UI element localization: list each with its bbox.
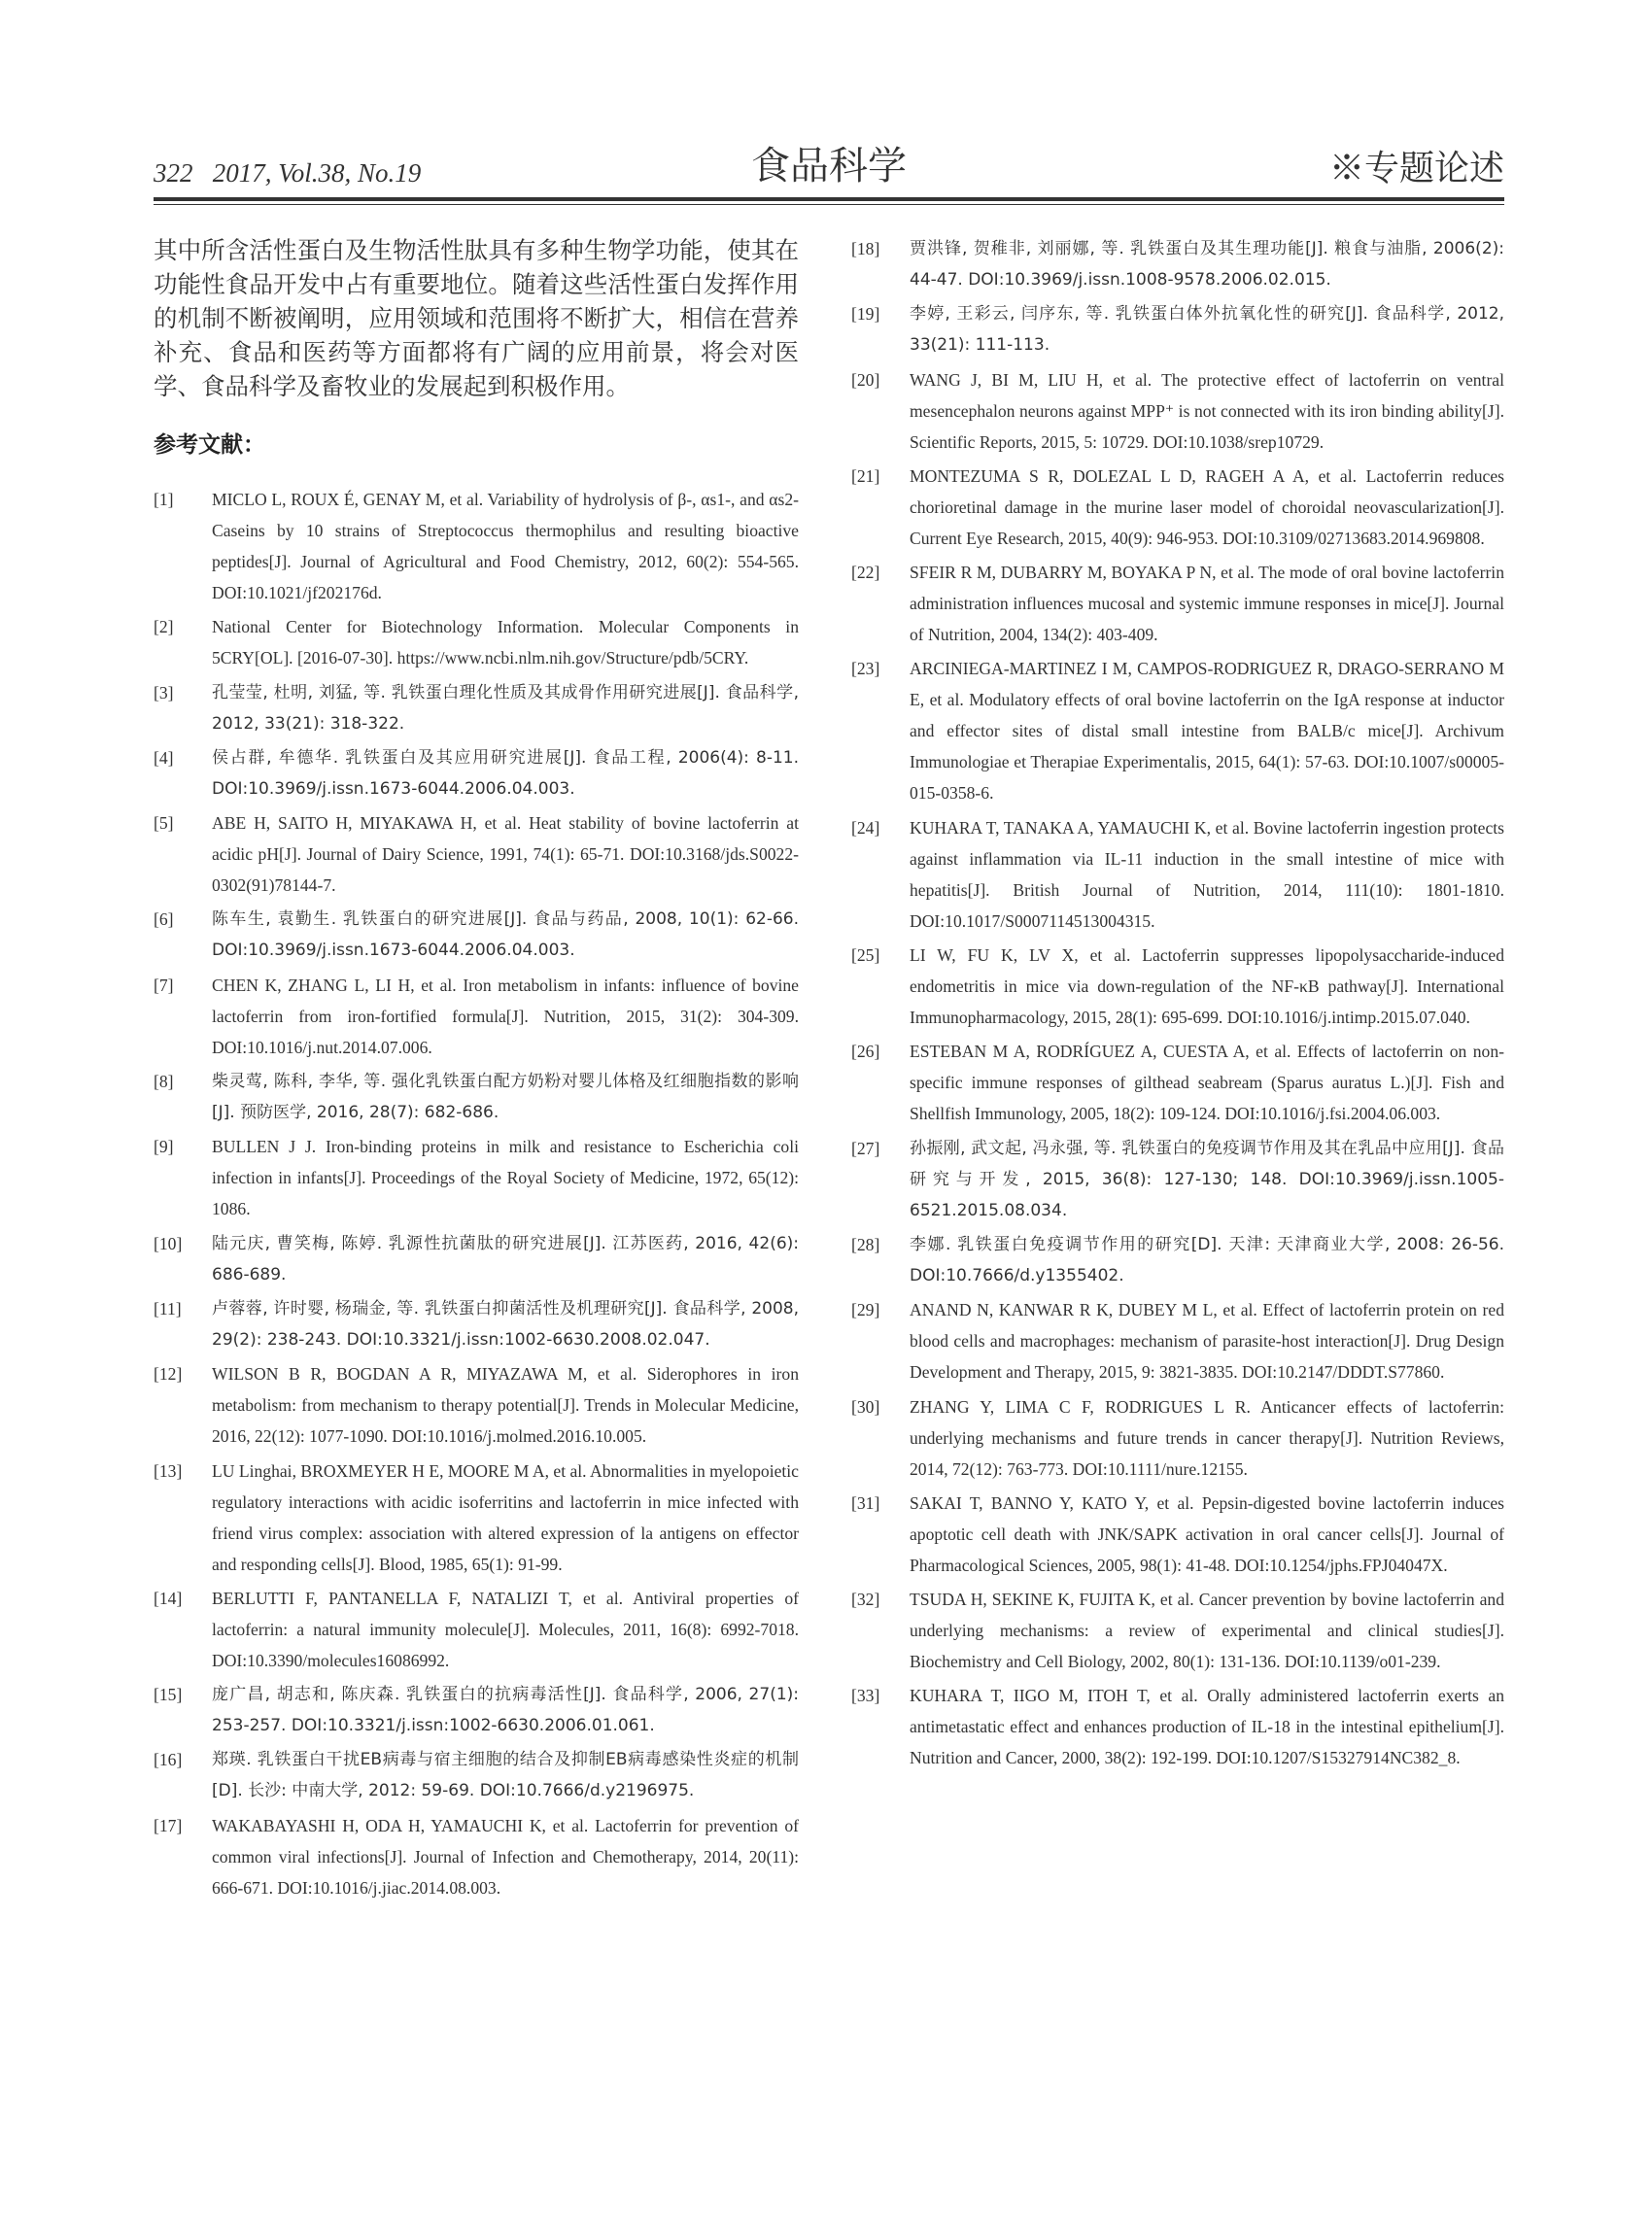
reference-text: 孔莹莹, 杜明, 刘猛, 等. 乳铁蛋白理化性质及其成骨作用研究进展[J]. 食品科学, 2012, 33(21): 318-322. <box>212 682 799 734</box>
references-list-right <box>851 233 1504 1773</box>
reference-item <box>154 1358 799 1452</box>
reference-item <box>851 812 1504 937</box>
reference-text: National Center for Biotechnology Information. Molecular Components in 5CRY[OL]. [2016-07-30]. https://www.ncbi.nlm.nih.gov/Structure/pdb/5CRY. <box>212 617 799 668</box>
reference-text: 郑瑛. 乳铁蛋白干扰EB病毒与宿主细胞的结合及抑制EB病毒感染性炎症的机制[D]. 长沙: 中南大学, 2012: 59-69. DOI:10.7666/d.y2196975. <box>212 1750 799 1801</box>
references-heading: 参考文献： <box>154 432 265 458</box>
issue-info: 2017, Vol.38, No.19 <box>212 158 422 188</box>
reference-text: SAKAI T, BANNO Y, KATO Y, et al. Pepsin-digested bovine lactoferrin induces apoptotic cell death with JNK/SAPK activation in oral cancer cells[J]. Journal of Pharmacological Sciences, 2005, 98(1): 41-48. DOI:10.1254/jphs.FPJ04047X. <box>910 1492 1504 1575</box>
reference-item <box>154 484 799 608</box>
reference-item <box>154 904 799 966</box>
reference-item <box>154 1131 799 1224</box>
reference-text: 李娜. 乳铁蛋白免疫调节作用的研究[D]. 天津: 天津商业大学, 2008: 26-56. DOI:10.7666/d.y1355402. <box>910 1234 1504 1285</box>
page-number: 322 <box>154 158 193 188</box>
reference-item <box>851 1391 1504 1485</box>
reference-item <box>851 1488 1504 1581</box>
reference-item <box>154 1583 799 1676</box>
reference-number: [4] <box>154 747 174 768</box>
reference-text: SFEIR R M, DUBARRY M, BOYAKA P N, et al. The mode of oral bovine lactoferrin administration influences mucosal and systemic immune responses in mice[J]. Journal of Nutrition, 2004, 134(2): 403-409. <box>910 563 1504 645</box>
reference-item <box>851 233 1504 295</box>
reference-item <box>154 611 799 673</box>
reference-number: [6] <box>154 909 174 930</box>
reference-number: [29] <box>851 1300 880 1320</box>
reference-item <box>851 1680 1504 1773</box>
reference-number: [26] <box>851 1042 880 1062</box>
reference-number: [14] <box>154 1588 183 1608</box>
reference-item <box>154 1810 799 1903</box>
section-label: ※专题论述 <box>1328 149 1504 188</box>
journal-title: 食品科学 <box>751 144 907 188</box>
reference-number: [21] <box>851 465 880 486</box>
reference-item <box>851 1294 1504 1387</box>
reference-item <box>851 940 1504 1033</box>
reference-number: [24] <box>851 817 880 838</box>
header-rule-thin <box>154 204 1504 205</box>
reference-item <box>154 1228 799 1290</box>
reference-item <box>851 1229 1504 1291</box>
reference-number: [3] <box>154 682 174 702</box>
reference-text: LI W, FU K, LV X, et al. Lactoferrin suppresses lipopolysaccharide-induced endometritis in mice via down-regulation of the NF-κB pathway[J]. International Immunopharmacology, 2015, 28(1): 695-699. DOI:10.1016/j.intimp.2015.07.040. <box>910 945 1504 1028</box>
reference-number: [2] <box>154 617 174 637</box>
reference-text: ABE H, SAITO H, MIYAKAWA H, et al. Heat stability of bovine lactoferrin at acidic pH[J]. Journal of Dairy Science, 1991, 74(1): 65-71. DOI:10.3168/jds.S0022-0302(91)78144-7. <box>212 813 799 896</box>
reference-text: WANG J, BI M, LIU H, et al. The protective effect of lactoferrin on ventral mesencephalon neurons against MPP⁺ is not connected with its iron binding ability[J]. Scientific Reports, 2015, 5: 10729. DOI:10.1038/srep10729. <box>910 369 1504 452</box>
reference-item <box>851 653 1504 808</box>
reference-text: ZHANG Y, LIMA C F, RODRIGUES L R. Anticancer effects of lactoferrin: underlying mechanisms and future trends in cancer therapy[J]. Nutrition Reviews, 2014, 72(12): 763-773. DOI:10.1111/nure.12155. <box>910 1396 1504 1479</box>
body-paragraph: 其中所含活性蛋白及生物活性肽具有多种生物学功能，使其在功能性食品开发中占有重要地位。随着这些活性蛋白发挥作用的机制不断被阐明，应用领域和范围将不断扩大，相信在营养补充、食品和医药等方面都将有广阔的应用前景，将会对医学、食品科学及畜牧业的发展起到积极作用。 <box>154 236 799 400</box>
reference-item <box>851 298 1504 360</box>
reference-item <box>851 1584 1504 1677</box>
reference-number: [10] <box>154 1233 183 1253</box>
reference-text: 卢蓉蓉, 许时婴, 杨瑞金, 等. 乳铁蛋白抑菌活性及机理研究[J]. 食品科学, 2008, 29(2): 238-243. DOI:10.3321/j.issn:1002-6630.2008.02.047. <box>212 1298 799 1350</box>
reference-item <box>154 807 799 901</box>
reference-text: KUHARA T, TANAKA A, YAMAUCHI K, et al. Bovine lactoferrin ingestion protects against inflammation via IL-11 induction in the small intestine of mice with hepatitis[J]. British Journal of Nutrition, 2014, 111(10): 1801-1810. DOI:10.1017/S0007114513004315. <box>910 817 1504 931</box>
reference-number: [23] <box>851 659 880 679</box>
reference-text: 庞广昌, 胡志和, 陈庆森. 乳铁蛋白的抗病毒活性[J]. 食品科学, 2006, 27(1): 253-257. DOI:10.3321/j.issn:1002-6630.2006.01.061. <box>212 1685 799 1736</box>
reference-text: BERLUTTI F, PANTANELLA F, NATALIZI T, et al. Antiviral properties of lactoferrin: a natural immunity molecule[J]. Molecules, 2011, 16(8): 6992-7018. DOI:10.3390/molecules16086992. <box>212 1588 799 1670</box>
reference-number: [11] <box>154 1298 182 1318</box>
reference-number: [31] <box>851 1492 880 1513</box>
reference-item <box>154 970 799 1063</box>
reference-text: 柴灵莺, 陈科, 李华, 等. 强化乳铁蛋白配方奶粉对婴儿体格及红细胞指数的影响[J]. 预防医学, 2016, 28(7): 682-686. <box>212 1072 799 1123</box>
reference-text: MONTEZUMA S R, DOLEZAL L D, RAGEH A A, et al. Lactoferrin reduces chorioretinal damage in the murine laser model of choroidal neovascularization[J]. Current Eye Research, 2015, 40(9): 946-953. DOI:10.3109/02713683.2014.969808. <box>910 465 1504 548</box>
reference-number: [18] <box>851 239 880 258</box>
reference-text: 陈车生, 袁勤生. 乳铁蛋白的研究进展[J]. 食品与药品, 2008, 10(1): 62-66. DOI:10.3969/j.issn.1673-6044.2006.04.003. <box>212 909 799 961</box>
reference-item <box>851 364 1504 458</box>
reference-text: 贾洪锋, 贺稚非, 刘丽娜, 等. 乳铁蛋白及其生理功能[J]. 粮食与油脂, 2006(2): 44-47. DOI:10.3969/j.issn.1008-9578.2006.02.015. <box>910 239 1504 290</box>
reference-text: TSUDA H, SEKINE K, FUJITA K, et al. Cancer prevention by bovine lactoferrin and underlying mechanisms: a review of experimental and clinical studies[J]. Biochemistry and Cell Biology, 2002, 80(1): 131-136. DOI:10.1139/o01-239. <box>910 1590 1504 1672</box>
reference-text: 李婷, 王彩云, 闫序东, 等. 乳铁蛋白体外抗氧化性的研究[J]. 食品科学, 2012, 33(21): 111-113. <box>910 304 1504 356</box>
reference-text: CHEN K, ZHANG L, LI H, et al. Iron metabolism in infants: influence of bovine lactoferrin from iron-fortified formula[J]. Nutrition, 2015, 31(2): 304-309. DOI:10.1016/j.nut.2014.07.006. <box>212 975 799 1057</box>
reference-text: 陆元庆, 曹笑梅, 陈婷. 乳源性抗菌肽的研究进展[J]. 江苏医药, 2016, 42(6): 686-689. <box>212 1233 799 1284</box>
reference-number: [7] <box>154 975 174 995</box>
reference-text: ARCINIEGA-MARTINEZ I M, CAMPOS-RODRIGUEZ R, DRAGO-SERRANO M E, et al. Modulatory effects of oral bovine lactoferrin on the IgA response at inductor and effector sites of distal small intestine from BALB/c mice[J]. Archivum Immunologiae et Therapiae Experimentalis, 2015, 64(1): 57-63. DOI:10.1007/s00005-015-0358-6. <box>910 659 1504 804</box>
reference-item <box>851 461 1504 554</box>
reference-number: [27] <box>851 1138 880 1158</box>
left-column <box>154 233 799 1906</box>
reference-text: LU Linghai, BROXMEYER H E, MOORE M A, et al. Abnormalities in myelopoietic regulatory interactions with acidic isoferritins and lactoferrin in mice infected with friend virus complex: association with altered expression of la antigens on effector and responding cells[J]. Blood, 1985, 65(1): 91-99. <box>212 1460 799 1574</box>
reference-number: [33] <box>851 1686 880 1706</box>
right-column <box>851 233 1504 1777</box>
reference-text: WILSON B R, BOGDAN A R, MIYAZAWA M, et al. Siderophores in iron metabolism: from mechanism to therapy potential[J]. Trends in Molecular Medicine, 2016, 22(12): 1077-1090. DOI:10.1016/j.molmed.2016.10.005. <box>212 1364 799 1447</box>
reference-number: [1] <box>154 490 174 509</box>
reference-number: [12] <box>154 1364 183 1385</box>
reference-text: 孙振刚, 武文起, 冯永强, 等. 乳铁蛋白的免疫调节作用及其在乳品中应用[J]. 食品研究与开发, 2015, 36(8): 127-130; 148. DOI:10.3969/j.issn.1005-6521.2015.08.034. <box>910 1138 1504 1220</box>
reference-item <box>154 1293 799 1355</box>
reference-number: [5] <box>154 813 174 834</box>
page-header <box>154 146 1504 194</box>
reference-number: [16] <box>154 1750 183 1770</box>
reference-text: MICLO L, ROUX É, GENAY M, et al. Variability of hydrolysis of β-, αs1-, and αs2-Caseins by 10 strains of Streptococcus thermophilus and resulting bioactive peptides[J]. Journal of Agricultural and Food Chemistry, 2012, 60(2): 554-565. DOI:10.1021/jf202176d. <box>212 490 799 602</box>
reference-item <box>851 557 1504 650</box>
reference-number: [17] <box>154 1815 183 1835</box>
reference-text: ESTEBAN M A, RODRÍGUEZ A, CUESTA A, et al. Effects of lactoferrin on non-specific immune responses of gilthead seabream (Sparus auratus L.)[J]. Fish and Shellfish Immunology, 2005, 18(2): 109-124. DOI:10.1016/j.fsi.2004.06.003. <box>910 1042 1504 1124</box>
reference-item <box>154 1744 799 1806</box>
reference-item <box>154 1455 799 1580</box>
reference-number: [28] <box>851 1234 880 1254</box>
reference-text: 侯占群, 牟德华. 乳铁蛋白及其应用研究进展[J]. 食品工程, 2006(4): 8-11. DOI:10.3969/j.issn.1673-6044.2006.04.003. <box>212 747 799 799</box>
reference-text: BULLEN J J. Iron-binding proteins in milk and resistance to Escherichia coli infection in infants[J]. Proceedings of the Royal Society of Medicine, 1972, 65(12): 1086. <box>212 1137 799 1219</box>
reference-item <box>851 1133 1504 1226</box>
reference-number: [20] <box>851 369 880 390</box>
reference-number: [25] <box>851 945 880 966</box>
reference-number: [8] <box>154 1072 174 1092</box>
reference-number: [30] <box>851 1396 880 1417</box>
reference-number: [22] <box>851 563 880 583</box>
reference-item <box>154 677 799 739</box>
header-rule-thick <box>154 197 1504 201</box>
reference-number: [13] <box>154 1460 183 1481</box>
reference-number: [32] <box>851 1590 880 1610</box>
reference-item <box>851 1036 1504 1129</box>
reference-text: ANAND N, KANWAR R K, DUBEY M L, et al. Effect of lactoferrin protein on red blood cells and macrophages: mechanism of parasite-host interaction[J]. Drug Design Development and Therapy, 2015, 9: 3821-3835. DOI:10.2147/DDDT.S77860. <box>910 1300 1504 1383</box>
reference-text: WAKABAYASHI H, ODA H, YAMAUCHI K, et al. Lactoferrin for prevention of common viral infections[J]. Journal of Infection and Chemotherapy, 2014, 20(11): 666-671. DOI:10.1016/j.jiac.2014.08.003. <box>212 1815 799 1898</box>
reference-item <box>154 1066 799 1128</box>
references-list-left <box>154 484 799 1903</box>
reference-text: KUHARA T, IIGO M, ITOH T, et al. Orally administered lactoferrin exerts an antimetastatic effect and enhances production of IL-18 in the intestinal epithelium[J]. Nutrition and Cancer, 2000, 38(2): 192-199. DOI:10.1207/S15327914NC382_8. <box>910 1686 1504 1768</box>
reference-number: [15] <box>154 1685 183 1705</box>
reference-item <box>154 742 799 805</box>
reference-number: [19] <box>851 304 880 325</box>
reference-item <box>154 1679 799 1741</box>
reference-number: [9] <box>154 1137 174 1157</box>
